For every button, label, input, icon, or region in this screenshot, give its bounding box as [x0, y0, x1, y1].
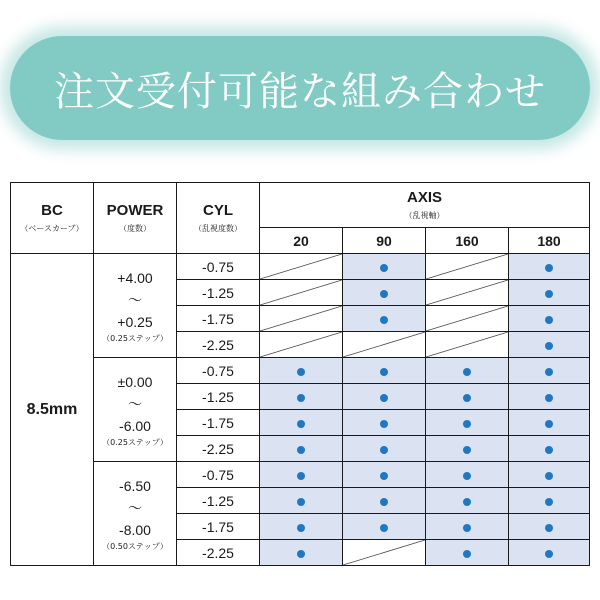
available-cell	[343, 306, 426, 332]
unavailable-cell	[426, 254, 509, 280]
power-to: +0.25	[117, 313, 153, 330]
available-dot-icon	[297, 394, 305, 402]
cyl-value: -0.75	[177, 254, 260, 280]
available-dot-icon	[380, 524, 388, 532]
bc-header-sub: （ベースカーブ）	[20, 224, 84, 233]
bc-header-label: BC	[41, 202, 63, 219]
available-dot-icon	[380, 498, 388, 506]
cyl-value: -2.25	[177, 436, 260, 462]
banner-title: 注文受付可能な組み合わせ	[54, 68, 546, 115]
power-step: （0.50ステップ）	[102, 541, 168, 551]
available-dot-icon	[380, 290, 388, 298]
available-cell	[343, 514, 426, 540]
diagonal-slash-icon	[426, 306, 508, 331]
available-cell	[509, 462, 590, 488]
available-dot-icon	[463, 550, 471, 558]
available-cell	[426, 358, 509, 384]
cyl-header	[177, 183, 260, 254]
available-dot-icon	[380, 472, 388, 480]
available-dot-icon	[380, 368, 388, 376]
diagonal-slash-icon	[260, 254, 342, 279]
available-dot-icon	[545, 368, 553, 376]
available-cell	[509, 514, 590, 540]
available-dot-icon	[545, 550, 553, 558]
cyl-header-sub: （乱視度数）	[194, 224, 242, 233]
diagonal-slash-icon	[426, 254, 508, 279]
unavailable-cell	[260, 306, 343, 332]
diagonal-slash-icon	[426, 280, 508, 305]
available-cell	[509, 384, 590, 410]
available-cell	[426, 514, 509, 540]
available-cell	[509, 358, 590, 384]
unavailable-cell	[343, 332, 426, 358]
available-cell	[426, 462, 509, 488]
power-range-cell	[94, 254, 177, 358]
diagonal-slash-icon	[260, 280, 342, 305]
cyl-value: -1.75	[177, 410, 260, 436]
power-range-tilde: ～	[128, 499, 142, 516]
power-range-tilde: ～	[128, 291, 142, 308]
cyl-value: -1.25	[177, 384, 260, 410]
available-dot-icon	[463, 472, 471, 480]
available-dot-icon	[545, 316, 553, 324]
available-cell	[260, 540, 343, 566]
cyl-value: -0.75	[177, 462, 260, 488]
combination-table	[10, 182, 590, 566]
available-dot-icon	[463, 394, 471, 402]
available-dot-icon	[463, 446, 471, 454]
bc-header	[11, 183, 94, 254]
unavailable-cell	[426, 280, 509, 306]
available-dot-icon	[297, 472, 305, 480]
available-cell	[343, 436, 426, 462]
available-cell	[509, 254, 590, 280]
available-dot-icon	[380, 316, 388, 324]
available-dot-icon	[297, 498, 305, 506]
available-dot-icon	[297, 368, 305, 376]
available-dot-icon	[297, 550, 305, 558]
axis-value-90: 90	[343, 228, 426, 254]
available-dot-icon	[545, 524, 553, 532]
table-row	[11, 462, 590, 488]
axis-value-20: 20	[260, 228, 343, 254]
available-cell	[260, 410, 343, 436]
available-cell	[426, 436, 509, 462]
cyl-value: -1.75	[177, 306, 260, 332]
unavailable-cell	[426, 332, 509, 358]
diagonal-slash-icon	[343, 540, 425, 565]
diagonal-slash-icon	[260, 306, 342, 331]
available-dot-icon	[297, 446, 305, 454]
available-cell	[509, 332, 590, 358]
available-cell	[509, 306, 590, 332]
cyl-value: -1.25	[177, 488, 260, 514]
available-dot-icon	[463, 420, 471, 428]
available-cell	[260, 436, 343, 462]
power-range-tilde: ～	[128, 395, 142, 412]
unavailable-cell	[260, 254, 343, 280]
cyl-value: -0.75	[177, 358, 260, 384]
power-range-cell	[94, 462, 177, 566]
available-dot-icon	[297, 420, 305, 428]
available-dot-icon	[463, 498, 471, 506]
power-from: ±0.00	[117, 373, 153, 390]
available-dot-icon	[545, 420, 553, 428]
cyl-header-label: CYL	[203, 202, 233, 219]
axis-header	[260, 183, 590, 228]
available-dot-icon	[545, 394, 553, 402]
available-cell	[343, 488, 426, 514]
available-cell	[426, 410, 509, 436]
power-range-cell	[94, 358, 177, 462]
available-dot-icon	[380, 420, 388, 428]
available-cell	[260, 488, 343, 514]
available-dot-icon	[463, 524, 471, 532]
unavailable-cell	[343, 540, 426, 566]
available-cell	[260, 514, 343, 540]
available-cell	[509, 488, 590, 514]
diagonal-slash-icon	[260, 332, 342, 357]
available-cell	[509, 436, 590, 462]
cyl-value: -1.75	[177, 514, 260, 540]
power-to: -6.00	[119, 417, 151, 434]
available-cell	[343, 410, 426, 436]
available-cell	[509, 280, 590, 306]
cyl-value: -2.25	[177, 332, 260, 358]
power-from: -6.50	[119, 477, 151, 494]
available-dot-icon	[380, 446, 388, 454]
available-cell	[509, 540, 590, 566]
power-from: +4.00	[117, 269, 153, 286]
table-row	[11, 254, 590, 280]
available-dot-icon	[545, 342, 553, 350]
cyl-value: -1.25	[177, 280, 260, 306]
axis-value-180: 180	[509, 228, 590, 254]
table-row	[11, 358, 590, 384]
available-dot-icon	[545, 498, 553, 506]
available-cell	[260, 384, 343, 410]
available-dot-icon	[463, 368, 471, 376]
available-cell	[343, 462, 426, 488]
axis-header-label: AXIS	[406, 189, 442, 206]
bc-value: 8.5mm	[11, 254, 94, 566]
available-cell	[426, 384, 509, 410]
available-cell	[343, 254, 426, 280]
unavailable-cell	[426, 306, 509, 332]
unavailable-cell	[260, 280, 343, 306]
axis-header-sub: （乱視軸）	[404, 211, 445, 220]
available-dot-icon	[380, 394, 388, 402]
available-cell	[343, 384, 426, 410]
available-cell	[343, 280, 426, 306]
power-header-label: POWER	[106, 202, 164, 219]
available-cell	[343, 358, 426, 384]
available-cell	[260, 462, 343, 488]
available-dot-icon	[545, 264, 553, 272]
unavailable-cell	[260, 332, 343, 358]
power-to: -8.00	[119, 521, 151, 538]
axis-value-160: 160	[426, 228, 509, 254]
available-cell	[260, 358, 343, 384]
cyl-value: -2.25	[177, 540, 260, 566]
available-dot-icon	[545, 446, 553, 454]
available-cell	[509, 410, 590, 436]
available-dot-icon	[545, 290, 553, 298]
power-header-sub: （度数）	[119, 224, 151, 233]
available-cell	[426, 540, 509, 566]
diagonal-slash-icon	[426, 332, 508, 357]
available-cell	[426, 488, 509, 514]
available-dot-icon	[297, 524, 305, 532]
available-dot-icon	[545, 472, 553, 480]
available-dot-icon	[380, 264, 388, 272]
diagonal-slash-icon	[343, 332, 425, 357]
power-step: （0.25ステップ）	[102, 437, 168, 447]
title-banner	[10, 36, 590, 140]
power-step: （0.25ステップ）	[102, 333, 168, 343]
power-header	[94, 183, 177, 254]
